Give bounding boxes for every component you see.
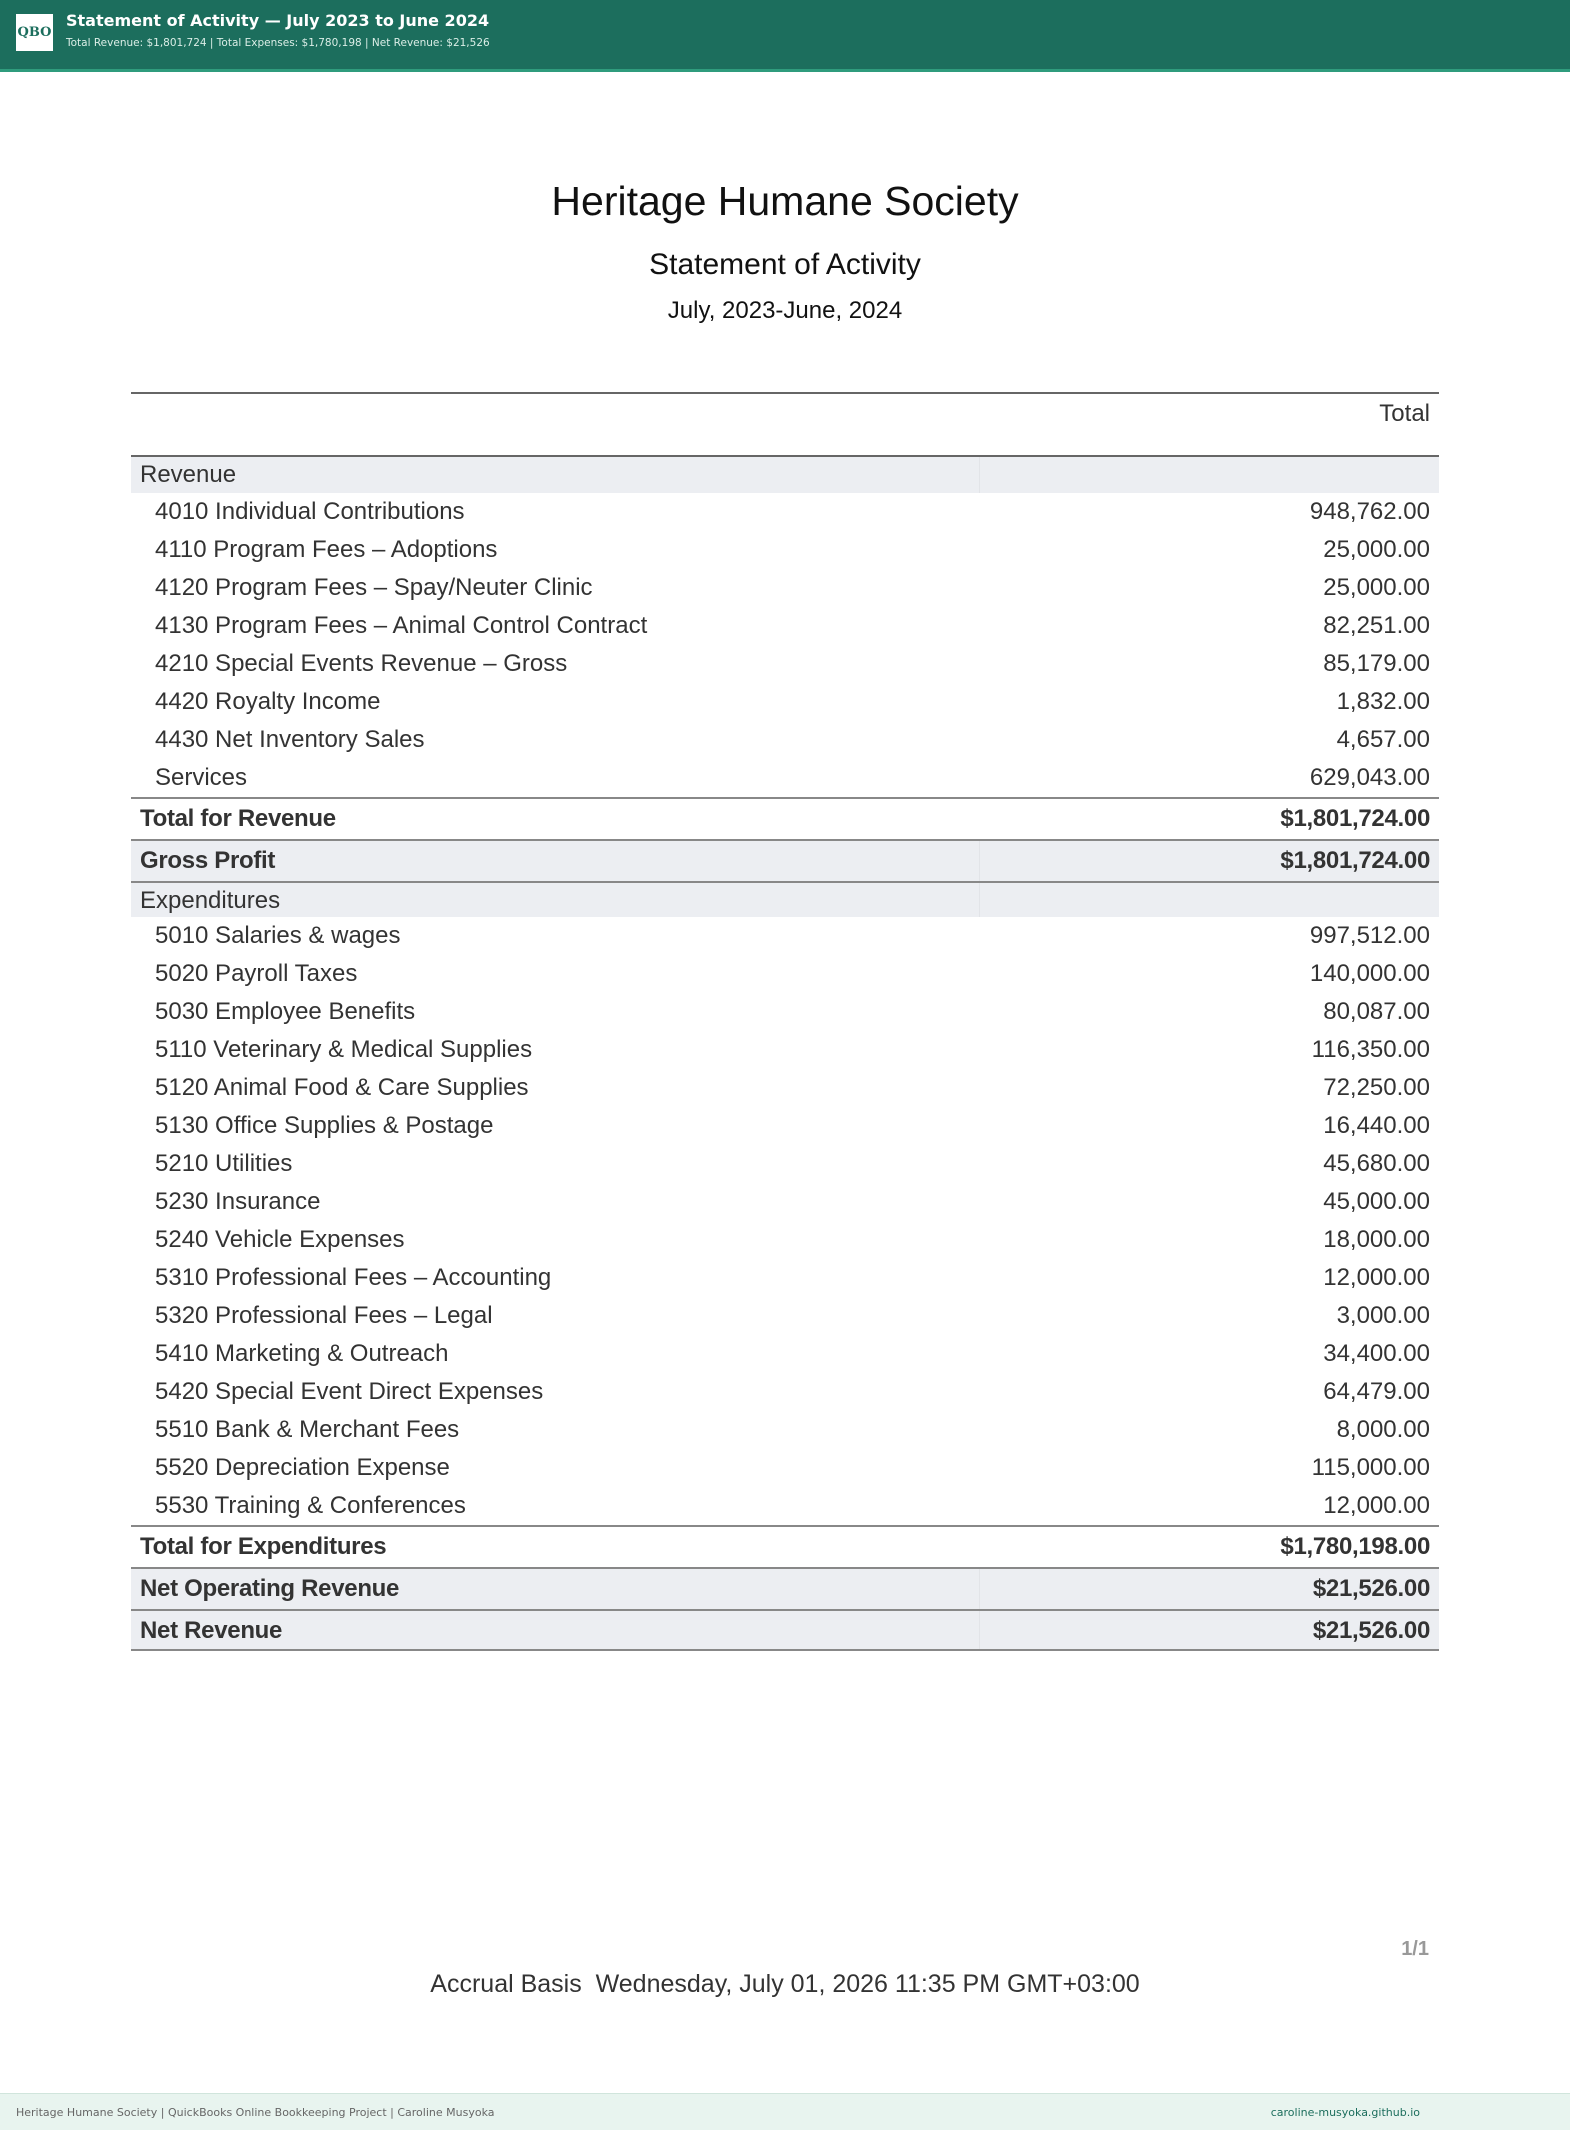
account-amount: 34,400.00: [1323, 1340, 1430, 1367]
expenditure-lines: [131, 917, 1439, 1525]
account-amount: 1,832.00: [1336, 688, 1430, 715]
net-revenue-row: [131, 1609, 1439, 1651]
account-name: 5130 Office Supplies & Postage: [155, 1112, 494, 1139]
account-amount: 140,000.00: [1309, 960, 1430, 987]
column-divider: [979, 841, 980, 881]
account-name: 4430 Net Inventory Sales: [155, 726, 425, 753]
report-title: Statement of Activity: [649, 248, 921, 281]
account-amount: 4,657.00: [1336, 726, 1430, 753]
column-divider: [979, 883, 980, 917]
summary-label: Net Revenue: [140, 1617, 283, 1644]
column-divider: [979, 457, 980, 493]
net-operating-revenue-row: [131, 1567, 1439, 1609]
column-divider: [979, 1611, 980, 1649]
account-amount: 12,000.00: [1323, 1264, 1430, 1291]
account-name: 5520 Depreciation Expense: [155, 1454, 450, 1481]
account-amount: 85,179.00: [1323, 650, 1430, 677]
summary-amount: $1,801,724.00: [1280, 847, 1430, 874]
section-header-revenue: Revenue: [131, 457, 1439, 493]
revenue-lines: [131, 493, 1439, 797]
account-amount: 45,000.00: [1323, 1188, 1430, 1215]
account-amount: 8,000.00: [1336, 1416, 1430, 1443]
account-name: 5420 Special Event Direct Expenses: [155, 1378, 544, 1405]
account-name: 5030 Employee Benefits: [155, 998, 416, 1025]
total-amount: $1,801,724.00: [1280, 805, 1430, 832]
account-amount: 25,000.00: [1323, 574, 1430, 601]
account-row: [131, 1221, 1439, 1259]
total-amount: $1,780,198.00: [1280, 1533, 1430, 1560]
account-row: [131, 683, 1439, 721]
account-name: 4420 Royalty Income: [155, 688, 381, 715]
account-name: 5410 Marketing & Outreach: [155, 1340, 449, 1367]
account-row: [131, 1335, 1439, 1373]
summary-amount: $21,526.00: [1312, 1575, 1430, 1602]
account-name: 4130 Program Fees – Animal Control Contract: [155, 612, 648, 639]
account-row: [131, 645, 1439, 683]
total-label: Total for Revenue: [140, 805, 336, 832]
statement-table: [131, 392, 1439, 1651]
accounting-basis-timestamp: Accrual Basis Wednesday, July 01, 2026 11:35 PM GMT+03:00: [430, 1970, 1140, 1998]
account-row: [131, 1145, 1439, 1183]
account-row: [131, 955, 1439, 993]
page-number: 1/1: [1401, 1938, 1429, 1960]
account-amount: 80,087.00: [1323, 998, 1430, 1025]
account-amount: 16,440.00: [1323, 1112, 1430, 1139]
site-footer: [0, 2093, 1570, 2130]
account-row: [131, 917, 1439, 955]
account-amount: 115,000.00: [1311, 1454, 1430, 1481]
summary-label: Gross Profit: [140, 847, 276, 874]
footer-link[interactable]: caroline-musyoka.github.io: [1270, 2106, 1420, 2119]
account-row: [131, 607, 1439, 645]
account-amount: 18,000.00: [1323, 1226, 1430, 1253]
account-name: 5120 Animal Food & Care Supplies: [155, 1074, 529, 1101]
account-amount: 116,350.00: [1311, 1036, 1430, 1063]
footer-credits: Heritage Humane Society | QuickBooks Online Bookkeeping Project | Caroline Musyoka: [16, 2106, 495, 2119]
account-row: [131, 1069, 1439, 1107]
account-amount: 82,251.00: [1323, 612, 1430, 639]
account-row: [131, 569, 1439, 607]
account-row: [131, 993, 1439, 1031]
banner-summary: Total Revenue: $1,801,724 | Total Expenses: $1,780,198 | Net Revenue: $21,526: [66, 37, 490, 49]
section-header-expenditures: Expenditures: [131, 881, 1439, 917]
account-name: 5110 Veterinary & Medical Supplies: [155, 1036, 533, 1063]
account-amount: 3,000.00: [1336, 1302, 1430, 1329]
account-row: [131, 721, 1439, 759]
column-header-total: Total: [1379, 400, 1430, 427]
account-row: [131, 1449, 1439, 1487]
account-name: 5240 Vehicle Expenses: [155, 1226, 405, 1253]
account-name: 4120 Program Fees – Spay/Neuter Clinic: [155, 574, 593, 601]
account-name: 5530 Training & Conferences: [155, 1492, 466, 1519]
account-amount: 25,000.00: [1323, 536, 1430, 563]
account-amount: 45,680.00: [1323, 1150, 1430, 1177]
banner-title: Statement of Activity — July 2023 to June 2024: [66, 11, 490, 30]
account-row: [131, 1259, 1439, 1297]
account-row: [131, 1031, 1439, 1069]
summary-amount: $21,526.00: [1312, 1617, 1430, 1644]
account-amount: 12,000.00: [1323, 1492, 1430, 1519]
account-row: [131, 531, 1439, 569]
account-amount: 997,512.00: [1309, 922, 1430, 949]
account-amount: 72,250.00: [1323, 1074, 1430, 1101]
account-name: 5210 Utilities: [155, 1150, 293, 1177]
account-name: 5020 Payroll Taxes: [155, 960, 358, 987]
account-name: 5230 Insurance: [155, 1188, 321, 1215]
account-row: [131, 759, 1439, 797]
account-row: [131, 1183, 1439, 1221]
account-name: Services: [155, 764, 248, 791]
account-row: [131, 493, 1439, 531]
qbo-logo: QBO: [16, 14, 53, 51]
account-name: 5010 Salaries & wages: [155, 922, 401, 949]
total-label: Total for Expenditures: [140, 1533, 387, 1560]
account-name: 4210 Special Events Revenue – Gross: [155, 650, 568, 677]
gross-profit-row: [131, 839, 1439, 881]
account-row: [131, 1297, 1439, 1335]
report-period: July, 2023-June, 2024: [667, 297, 903, 324]
account-row: [131, 1487, 1439, 1525]
account-name: 4110 Program Fees – Adoptions: [155, 536, 498, 563]
report-banner: [0, 0, 1570, 72]
summary-label: Net Operating Revenue: [140, 1575, 400, 1602]
table-header: [131, 392, 1439, 457]
account-row: [131, 1373, 1439, 1411]
account-amount: 948,762.00: [1309, 498, 1430, 525]
account-name: 5510 Bank & Merchant Fees: [155, 1416, 460, 1443]
account-row: [131, 1411, 1439, 1449]
account-amount: 64,479.00: [1323, 1378, 1430, 1405]
account-row: [131, 1107, 1439, 1145]
account-name: 5310 Professional Fees – Accounting: [155, 1264, 552, 1291]
account-name: 4010 Individual Contributions: [155, 498, 465, 525]
column-divider: [979, 1569, 980, 1609]
company-name: Heritage Humane Society: [551, 178, 1019, 224]
revenue-total-row: [131, 797, 1439, 839]
account-name: 5320 Professional Fees – Legal: [155, 1302, 493, 1329]
expenditures-total-row: [131, 1525, 1439, 1567]
account-amount: 629,043.00: [1309, 764, 1430, 791]
